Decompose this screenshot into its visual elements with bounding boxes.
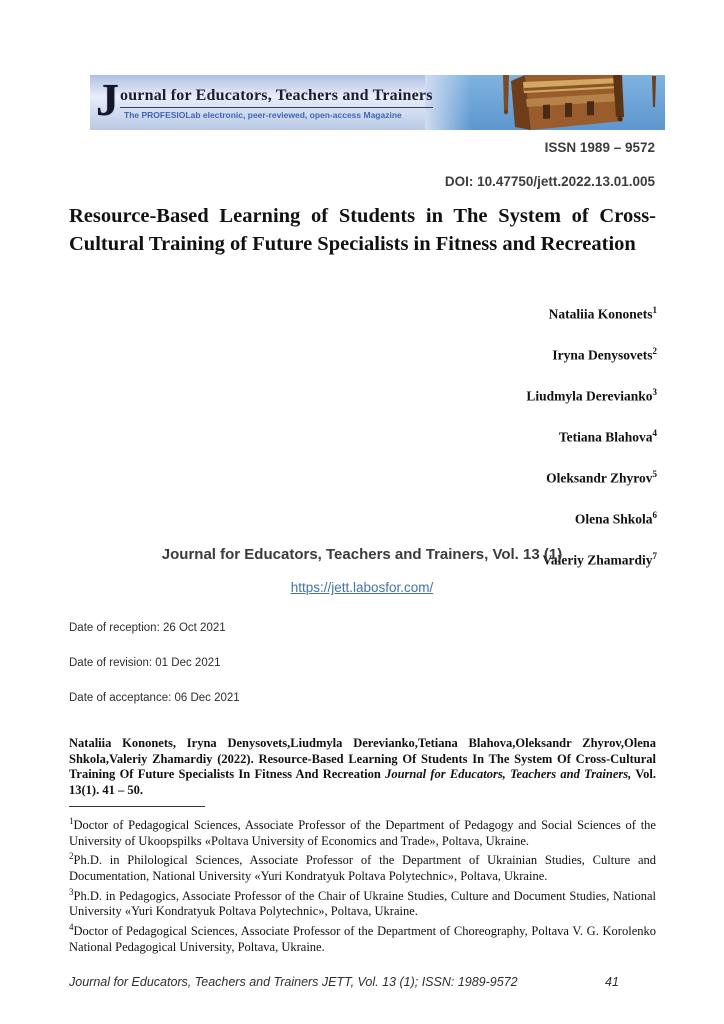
footnote: $^4$Doctor of Pedagogical Sciences, Associate Professor of the Department of Choreography, Poltava V. G. Korolenko National Pedagogical University, Poltava, Ukraine. (69, 922, 656, 954)
footnote-number: 2 (69, 851, 74, 862)
doi-label: DOI: 10.47750/jett.2022.13.01.005 (444, 174, 655, 189)
page-number: 41 (605, 975, 619, 989)
page-footer (69, 975, 656, 989)
date-of-revision: Date of revision: 01 Dec 2021 (69, 657, 221, 669)
author-name: Iryna Denysovets$^2$ (552, 346, 657, 363)
author-affiliation-number: 7 (652, 551, 657, 561)
banner-subtitle: The PROFESIOLab electronic, peer-reviewed, open-access Magazine (124, 110, 402, 120)
author-name: Olena Shkola$^6$ (574, 510, 657, 527)
author-name: Valeriy Zhamardiy$^7$ (542, 551, 657, 568)
banner-dropcap: J (96, 75, 119, 125)
footnote-number: 1 (69, 816, 74, 826)
date-of-reception: Date of reception: 26 Oct 2021 (69, 622, 226, 634)
footnote-number: 3 (69, 886, 74, 897)
author-affiliation-number: 2 (652, 346, 657, 356)
footnote-number: 4 (69, 922, 74, 933)
issn-label: ISSN 1989 – 9572 (544, 140, 655, 155)
footnote-divider (69, 806, 205, 807)
citation-tail: Vol. 13(1). 41 – 50. (69, 767, 657, 797)
author-affiliation-number: 1 (652, 305, 657, 315)
footnotes-block (69, 814, 656, 955)
journal-link-line (0, 580, 724, 595)
citation-title: Resource-Based Learning Of Students In The System Of Cross-Cultural Training Of Future Specialists In Fitness And Recreation (69, 751, 656, 781)
footnote: $^2$Ph.D. in Philological Sciences, Associate Professor of the Department of Ukrainian Studies, Culture and Documentation, National University «Yuri Kondratyuk Poltava Polytechnic», Poltava, Ukraine. (69, 851, 656, 884)
author-name: Oleksandr Zhyrov$^5$ (546, 469, 657, 486)
journal-volume-line: Journal for Educators, Teachers and Trainers, Vol. 13 (1) (161, 546, 563, 563)
author-affiliation-number: 6 (652, 510, 657, 520)
footer-journal-info: Journal for Educators, Teachers and Trainers JETT, Vol. 13 (1); ISSN: 1989-9572 (69, 975, 518, 989)
tower-image (425, 75, 665, 130)
author-affiliation-number: 4 (652, 428, 657, 438)
footnote: $^3$Ph.D. in Pedagogics, Associate Professor of the Chair of Ukraine Studies, Culture and Document Studies, National University «Yuri Kondratyuk Poltava Polytechnic», Poltava, Ukraine. (69, 886, 656, 919)
date-of-acceptance: Date of acceptance: 06 Dec 2021 (69, 692, 240, 704)
author-name: Nataliia Kononets$^1$ (548, 305, 657, 322)
author-name: Tetiana Blahova$^4$ (558, 428, 657, 445)
journal-banner (90, 75, 665, 130)
manuscript-dates (69, 622, 240, 727)
footnote: $^1$Doctor of Pedagogical Sciences, Associate Professor of the Department of Pedagogy and Social Sciences of the University of Ukoopspilks «Poltava University of Economics and Trade», Poltava, Ukraine. (69, 816, 656, 848)
journal-link[interactable]: https://jett.labosfor.com/ (290, 580, 434, 595)
citation-authors: Nataliia Kononets, Iryna Denysovets,Liudmyla Derevianko,Tetiana Blahova,Oleksandr Zhyrov,Olena Shkola,Valeriy Zhamardiy (2022). (69, 736, 656, 766)
citation-paragraph (69, 736, 656, 798)
banner-title: ournal for Educators, Teachers and Trainers (120, 87, 433, 108)
author-affiliation-number: 3 (652, 387, 657, 397)
article-title: Resource-Based Learning of Students in The System of Cross-Cultural Training of Future Specialists in Fitness and Recreation (69, 205, 656, 255)
citation-journal-name: Journal for Educators, Teachers and Trainers, (385, 767, 632, 781)
author-name: Liudmyla Derevianko$^3$ (526, 387, 657, 404)
author-affiliation-number: 5 (652, 469, 657, 479)
